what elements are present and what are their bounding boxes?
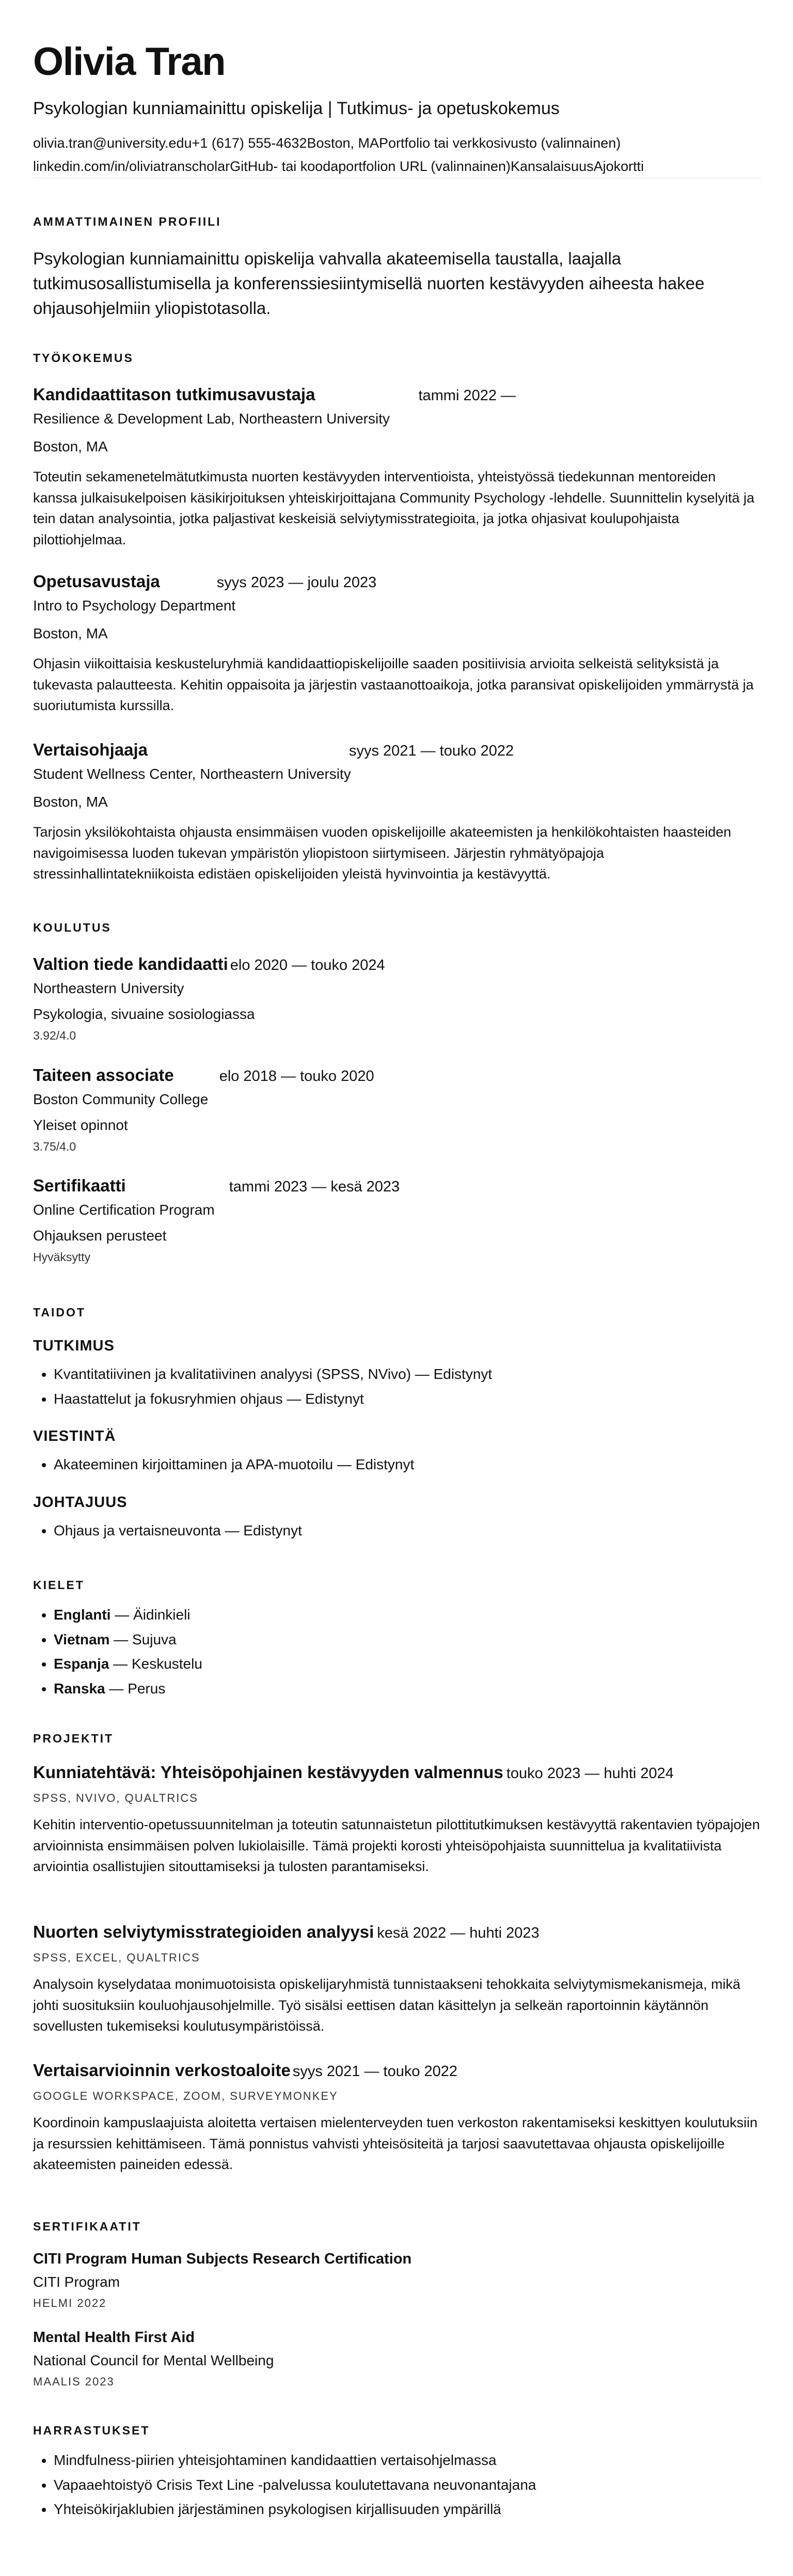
language-level: Äidinkieli bbox=[133, 1607, 191, 1623]
contact-row-1 bbox=[33, 135, 760, 151]
citizenship: Kansalaisuus bbox=[510, 158, 594, 174]
education-date: elo 2018 — touko 2020 bbox=[219, 1068, 374, 1085]
certification-item bbox=[33, 2251, 761, 2310]
language-item: • Englanti — Äidinkieli bbox=[54, 1603, 761, 1627]
projects-title: PROJEKTIT bbox=[33, 1732, 114, 1745]
education-item bbox=[33, 1176, 761, 1264]
language-name: Englanti bbox=[54, 1607, 111, 1623]
skill-item: • Haastattelut ja fokusryhmien ohjaus — Edistynyt bbox=[54, 1387, 761, 1411]
experience-title: TYÖKOKEMUS bbox=[33, 351, 134, 365]
contact-row-2 bbox=[33, 159, 760, 175]
phone[interactable]: +1 (617) 555-4632 bbox=[192, 135, 307, 151]
job-date: syys 2023 — joulu 2023 bbox=[216, 574, 377, 591]
skill-group bbox=[33, 1494, 761, 1543]
email[interactable]: olivia.tran@university.edu bbox=[33, 135, 192, 151]
job-role: Opetusavustaja bbox=[33, 572, 160, 591]
languages-section bbox=[33, 1579, 761, 1701]
interest-item: • Yhteisökirjaklubien järjestäminen psykologisen kirjallisuuden ympärillä bbox=[54, 2497, 761, 2522]
field-of-study: Psykologia, sivuaine sosiologiassa bbox=[33, 1006, 255, 1022]
project-item bbox=[33, 1763, 761, 1877]
language-level: Perus bbox=[128, 1680, 166, 1697]
certifications-section bbox=[33, 2221, 761, 2233]
project-date: syys 2021 — touko 2022 bbox=[292, 2063, 458, 2080]
project-tools: GOOGLE WORKSPACE, ZOOM, SURVEYMONKEY bbox=[33, 2090, 338, 2102]
job-location: Boston, MA bbox=[33, 794, 108, 810]
profile-title: AMMATTIMAINEN PROFIILI bbox=[33, 215, 221, 228]
project-name: Vertaisarvioinnin verkostoaloite bbox=[33, 2061, 291, 2080]
experience-section bbox=[33, 352, 761, 364]
degree: Taiteen associate bbox=[33, 1065, 174, 1085]
job-org: Student Wellness Center, Northeastern University bbox=[33, 766, 351, 782]
job-role: Kandidaattitason tutkimusavustaja bbox=[33, 385, 315, 404]
project-date: touko 2023 — huhti 2024 bbox=[506, 1765, 674, 1782]
job-location: Boston, MA bbox=[33, 438, 108, 454]
degree: Sertifikaatti bbox=[33, 1176, 126, 1195]
project-name: Nuorten selviytymisstrategioiden analyysi bbox=[33, 1922, 374, 1941]
skills-section bbox=[33, 1307, 761, 1318]
degree: Valtion tiede kandidaatti bbox=[33, 954, 228, 973]
language-level: Sujuva bbox=[132, 1631, 177, 1647]
language-name: Ranska bbox=[54, 1680, 105, 1697]
skill-group bbox=[33, 1338, 761, 1411]
project-date: kesä 2022 — huhti 2023 bbox=[377, 1925, 540, 1941]
certification-name: Mental Health First Aid bbox=[33, 2329, 195, 2346]
project-item bbox=[33, 1922, 761, 2037]
headline: Psykologian kunniamainittu opiskelija | Tutkimus- ja opetuskokemus bbox=[33, 98, 560, 118]
projects-section bbox=[33, 1733, 761, 1745]
language-item: • Espanja — Keskustelu bbox=[54, 1652, 761, 1676]
gpa: 3.75/4.0 bbox=[33, 1140, 76, 1153]
education-date: elo 2020 — touko 2024 bbox=[230, 957, 385, 973]
education-item bbox=[33, 1065, 761, 1154]
education-section bbox=[33, 922, 761, 934]
portfolio[interactable]: Portfolio tai verkkosivusto (valinnainen) bbox=[379, 135, 621, 151]
candidate-name: Olivia Tran bbox=[33, 40, 226, 84]
skill-group bbox=[33, 1428, 761, 1477]
experience-item bbox=[33, 740, 761, 885]
skill-category: JOHTAJUUS bbox=[33, 1494, 128, 1511]
skill-category: TUTKIMUS bbox=[33, 1338, 115, 1354]
skills-title: TAIDOT bbox=[33, 1306, 86, 1319]
location: Boston, MA bbox=[307, 135, 379, 151]
job-date: tammi 2022 — bbox=[418, 387, 516, 404]
certification-date: HELMI 2022 bbox=[33, 2297, 107, 2310]
experience-item bbox=[33, 385, 761, 550]
certification-issuer: National Council for Mental Wellbeing bbox=[33, 2352, 274, 2368]
profile-text: Psykologian kunniamainittu opiskelija vahvalla akateemisella taustalla, laajalla tutkimusosallistumisella ja konferenssiesiintymisellä nuorten kestävyyden aiheesta hakee ohjausohjelmiin yliopistotasolla. bbox=[33, 249, 705, 318]
school: Northeastern University bbox=[33, 980, 184, 996]
education-title: KOULUTUS bbox=[33, 921, 112, 934]
skill-item: • Kvantitatiivinen ja kvalitatiivinen analyysi (SPSS, NVivo) — Edistynyt bbox=[54, 1362, 761, 1387]
job-org: Intro to Psychology Department bbox=[33, 598, 236, 614]
certification-date: MAALIS 2023 bbox=[33, 2375, 115, 2388]
skill-item: • Akateeminen kirjoittaminen ja APA-muotoilu — Edistynyt bbox=[54, 1452, 761, 1477]
school: Online Certification Program bbox=[33, 1202, 215, 1218]
project-item bbox=[33, 2061, 761, 2175]
languages-title: KIELET bbox=[33, 1578, 85, 1592]
certificate-status: Hyväksytty bbox=[33, 1250, 91, 1264]
linkedin[interactable]: linkedin.com/in/oliviatranscholar bbox=[33, 158, 230, 174]
github[interactable]: GitHub- tai koodaportfolion URL (valinnainen) bbox=[230, 158, 511, 174]
job-description: Ohjasin viikoittaisia keskusteluryhmiä kandidaattiopiskelijoille saaden positiivisia arvioita selkeistä selityksistä ja tukevasta palautteesta. Kehitin oppaisoita ja järjestin vastaanottoaikoja, jotka paransivat opiskelijoiden ymmärrystä ja suoriutumista kurssilla. bbox=[33, 656, 754, 713]
certification-name: CITI Program Human Subjects Research Certification bbox=[33, 2251, 412, 2267]
profile-section bbox=[33, 216, 761, 321]
project-description: Kehitin interventio-opetussuunnitelman ja toteutin satunnaistetun pilottitutkimuksen kestävyyttä rakentavien työpajojen arvioinnista ensimmäisen polven lukiolaisille. Tämä projekti korosti yhteisöpohjaista suunnittelua ja kvalitatiivista arviointia osallistujien sitouttamiseksi ja tulosten parantamiseksi. bbox=[33, 1817, 760, 1874]
language-name: Vietnam bbox=[54, 1631, 110, 1647]
language-item: • Ranska — Perus bbox=[54, 1676, 761, 1701]
education-item bbox=[33, 954, 761, 1043]
field-of-study: Ohjauksen perusteet bbox=[33, 1228, 167, 1244]
experience-item bbox=[33, 572, 761, 716]
drivers-license: Ajokortti bbox=[593, 158, 644, 174]
education-date: tammi 2023 — kesä 2023 bbox=[229, 1179, 400, 1195]
certification-item bbox=[33, 2329, 761, 2389]
interest-item: • Mindfulness-piirien yhteisjohtaminen kandidaattien vertaisohjelmassa bbox=[54, 2448, 761, 2473]
interests-section bbox=[33, 2425, 761, 2522]
job-location: Boston, MA bbox=[33, 625, 108, 641]
resume-header bbox=[33, 0, 760, 178]
job-date: syys 2021 — touko 2022 bbox=[348, 743, 514, 759]
project-tools: SPSS, NVIVO, QUALTRICS bbox=[33, 1792, 198, 1804]
language-item: • Vietnam — Sujuva bbox=[54, 1627, 761, 1652]
language-level: Keskustelu bbox=[131, 1656, 202, 1672]
interests-title: HARRASTUKSET bbox=[33, 2424, 150, 2437]
project-description: Koordinoin kampuslaajuista aloitetta vertaisen mielenterveyden tuen verkoston rakentamiseksi keskittyen koulutuksiin ja resurssien kehittämiseen. Tämä ponnistus vahvisti yhteisösiteitä ja tarjosi saavutettavaa ohjausta opiskelijoille akateemisten paineiden edessä. bbox=[33, 2115, 758, 2172]
school: Boston Community College bbox=[33, 1091, 209, 1107]
job-description: Toteutin sekamenetelmätutkimusta nuorten kestävyyden interventioista, yhteistyössä tiedekunnan mentoreiden kanssa julkaisukelpoisen käsikirjoituksen yhteiskirjoittajana Community Psychology -lehdelle. Suunnittelin kyselyitä ja tein datan analysointia, jotka paljastivat keskeisiä selviytymisstrategioita, ja jotka ohjasivat koulupohjaista pilottiohjelmaa. bbox=[33, 469, 755, 547]
language-name: Espanja bbox=[54, 1656, 109, 1672]
skill-item: • Ohjaus ja vertaisneuvonta — Edistynyt bbox=[54, 1518, 761, 1543]
gpa: 3.92/4.0 bbox=[33, 1029, 76, 1042]
certifications-title: SERTIFIKAATIT bbox=[33, 2220, 141, 2233]
job-role: Vertaisohjaaja bbox=[33, 740, 148, 759]
project-tools: SPSS, EXCEL, QUALTRICS bbox=[33, 1951, 200, 1964]
project-description: Analysoin kyselydataa monimuotoisista opiskelijaryhmistä tunnistaakseni tehokkaita selviytymismekanismeja, mikä johti suosituksiin kouluohjausohjelmille. Työ sisälsi eettisen datan käsittelyn ja selkeän raportoinnin käytännön sovellusten tukemiseksi koulutusympäristöissä. bbox=[33, 1976, 741, 2034]
project-name: Kunniatehtävä: Yhteisöpohjainen kestävyyden valmennus bbox=[33, 1763, 503, 1782]
job-org: Resilience & Development Lab, Northeastern University bbox=[33, 411, 390, 427]
field-of-study: Yleiset opinnot bbox=[33, 1117, 128, 1133]
skill-category: VIESTINTÄ bbox=[33, 1428, 116, 1444]
job-description: Tarjosin yksilökohtaista ohjausta ensimmäisen vuoden opiskelijoille akateemisten ja henkilökohtaisten haasteiden navigoimisessa luoden tukevan ympäristön yliopistoon siirtymiseen. Järjestin ryhmätyöpajoja stressinhallintatekniikoista edistäen opiskelijoiden yleistä hyvinvointia ja kestävyyttä. bbox=[33, 824, 732, 882]
interest-item: • Vapaaehtoistyö Crisis Text Line -palvelussa koulutettavana neuvonantajana bbox=[54, 2473, 761, 2498]
certification-issuer: CITI Program bbox=[33, 2274, 120, 2290]
